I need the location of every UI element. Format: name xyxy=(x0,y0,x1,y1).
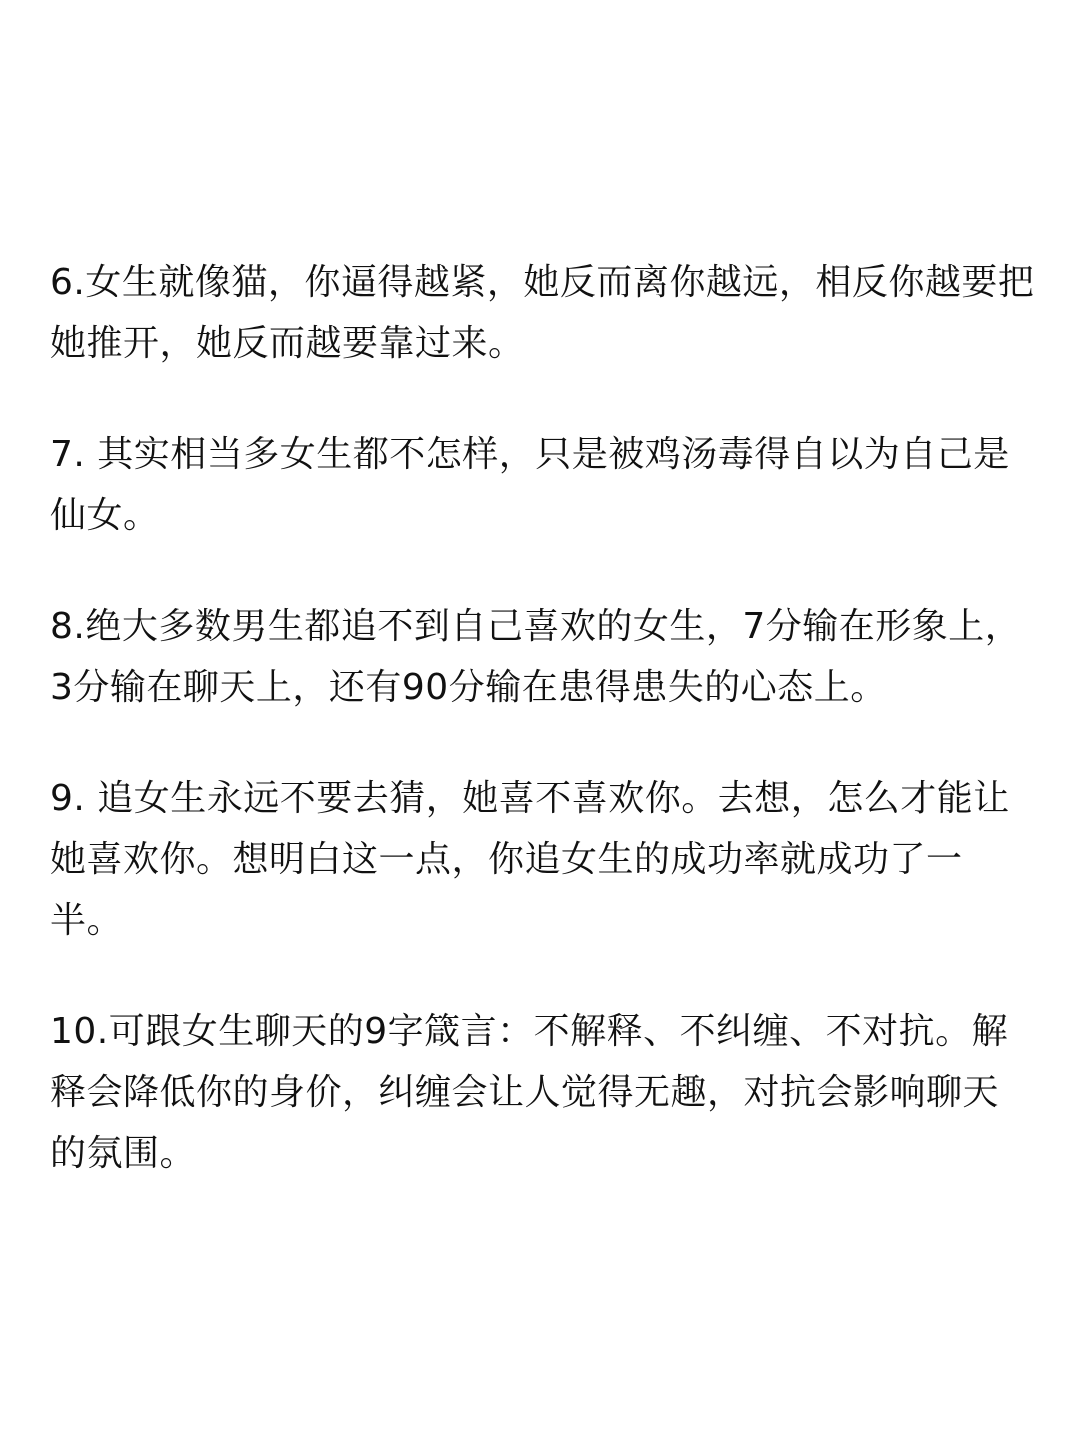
tip-6: 6.女生就像猫，你逼得越紧，她反而离你越远，相反你越要把她推开，她反而越要靠过来。 xyxy=(50,262,1035,364)
tip-10: 10.可跟女生聊天的9字箴言：不解释、不纠缠、不对抗。解释会降低你的身价，纠缠会让人觉得无趣，对抗会影响聊天的氛围。 xyxy=(50,1011,1009,1174)
tip-9: 9. 追女生永远不要去猜，她喜不喜欢你。去想，怎么才能让她喜欢你。想明白这一点，你追女生的成功率就成功了一半。 xyxy=(50,778,1010,941)
tips-list xyxy=(50,252,1035,1184)
tip-8: 8.绝大多数男生都追不到自己喜欢的女生，7分输在形象上，3分输在聊天上，还有90分输在患得患失的心态上。 xyxy=(50,606,1022,708)
tip-7: 7. 其实相当多女生都不怎样，只是被鸡汤毒得自以为自己是仙女。 xyxy=(50,434,1010,536)
